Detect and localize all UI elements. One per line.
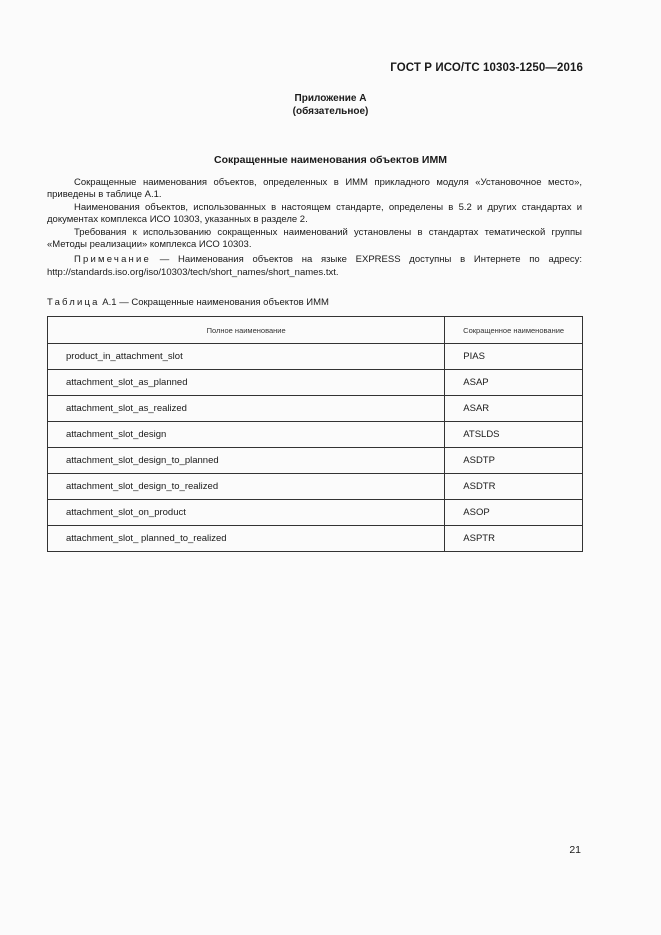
appendix-heading xyxy=(0,92,661,118)
full-name-cell: attachment_slot_as_planned xyxy=(48,370,445,396)
full-name-cell: attachment_slot_design_to_realized xyxy=(48,474,445,500)
short-name-cell: ASOP xyxy=(445,500,583,526)
document-id: ГОСТ Р ИСО/ТС 10303-1250—2016 xyxy=(390,62,583,74)
body-text xyxy=(47,177,582,279)
table-row xyxy=(48,448,583,474)
short-name-cell: ASDTR xyxy=(445,474,583,500)
full-name-cell: attachment_slot_as_realized xyxy=(48,396,445,422)
short-name-cell: ASPTR xyxy=(445,526,583,552)
paragraph-3: Требования к использованию сокращенных наименований установлены в стандартах тематической группы «Методы реализации» комплекса ИСО 10303. xyxy=(47,226,582,251)
short-name-cell: ASAP xyxy=(445,370,583,396)
table-row xyxy=(48,526,583,552)
column-header-short-name: Сокращенное наименование xyxy=(445,317,583,344)
paragraph-2: Наименования объектов, использованных в настоящем стандарте, определены в 5.2 и других стандартах и документах комплекса ИСО 10303, указанных в разделе 2. xyxy=(47,201,582,226)
short-name-cell: ATSLDS xyxy=(445,422,583,448)
table-caption xyxy=(47,297,329,308)
page-number: 21 xyxy=(569,844,581,856)
table-row xyxy=(48,344,583,370)
short-name-cell: ASAR xyxy=(445,396,583,422)
appendix-status: (обязательное) xyxy=(292,106,369,117)
full-name-cell: attachment_slot_on_product xyxy=(48,500,445,526)
table-row xyxy=(48,422,583,448)
table-row xyxy=(48,370,583,396)
note-text: — Наименования объектов на языке EXPRESS доступны в Интернете по адресу: http://standards.iso.org/iso/10303/tech/short_names/short_names.txt. xyxy=(47,254,582,278)
short-names-table xyxy=(47,316,583,552)
full-name-cell: attachment_slot_design_to_planned xyxy=(48,448,445,474)
table-row xyxy=(48,474,583,500)
section-title: Сокращенные наименования объектов ИММ xyxy=(214,154,447,166)
short-name-cell: ASDTP xyxy=(445,448,583,474)
full-name-cell: attachment_slot_ planned_to_realized xyxy=(48,526,445,552)
note-paragraph xyxy=(47,254,582,279)
full-name-cell: product_in_attachment_slot xyxy=(48,344,445,370)
table-row xyxy=(48,500,583,526)
appendix-title: Приложение А xyxy=(294,93,367,104)
table-header-row xyxy=(48,317,583,344)
table-caption-label: Таблица xyxy=(47,297,100,308)
table-row xyxy=(48,396,583,422)
short-name-cell: PIAS xyxy=(445,344,583,370)
paragraph-1: Сокращенные наименования объектов, определенных в ИММ прикладного модуля «Установочное место», приведены в таблице А.1. xyxy=(47,177,582,201)
column-header-full-name: Полное наименование xyxy=(48,317,445,344)
full-name-cell: attachment_slot_design xyxy=(48,422,445,448)
note-label: Примечание xyxy=(74,254,151,266)
table-caption-text: А.1 — Сокращенные наименования объектов ИММ xyxy=(99,297,329,308)
